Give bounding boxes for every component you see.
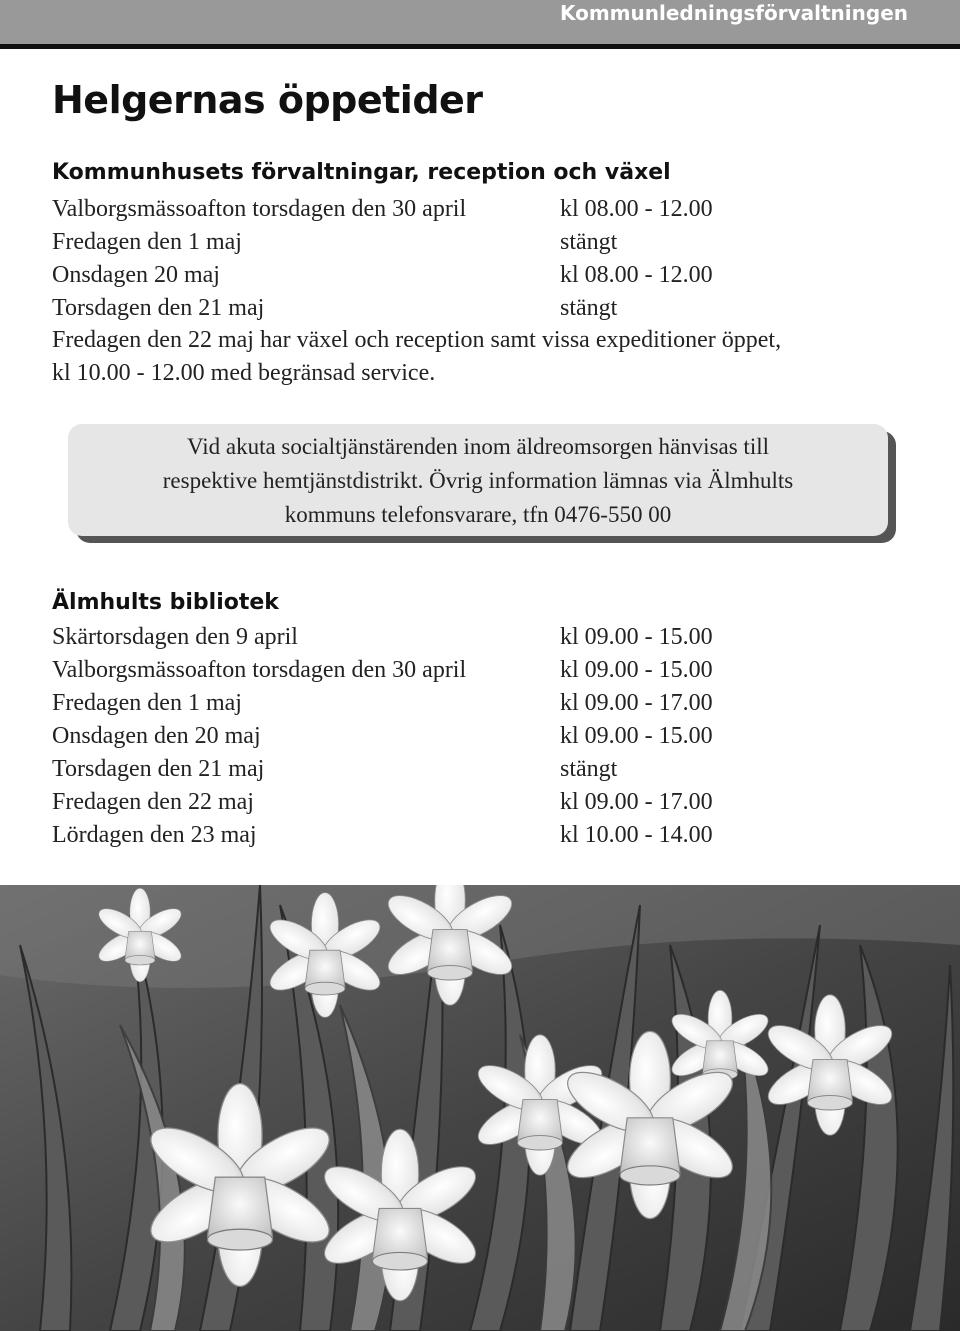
row-day: Fredagen den 1 maj <box>52 229 242 255</box>
row-day: Valborgsmässoafton torsdagen den 30 april <box>52 657 467 683</box>
kommunhus-section-title: Kommunhusets förvaltningar, reception och växel <box>52 160 671 185</box>
row-day: Valborgsmässoafton torsdagen den 30 april <box>52 196 467 222</box>
notice-box <box>68 424 888 536</box>
row-time: kl 08.00 - 12.00 <box>560 262 713 288</box>
row-day: Onsdagen 20 maj <box>52 262 220 288</box>
daffodils-photo <box>0 885 960 1331</box>
kommunhus-note-line2: kl 10.00 - 12.00 med begränsad service. <box>52 360 436 386</box>
row-day: Fredagen den 1 maj <box>52 690 242 716</box>
notice-line2: respektive hemtjänstdistrikt. Övrig information lämnas via Älmhults <box>162 468 794 493</box>
row-time: stängt <box>560 229 618 255</box>
row-time: kl 08.00 - 12.00 <box>560 196 713 222</box>
row-day: Skärtorsdagen den 9 april <box>52 624 298 650</box>
page-title: Helgernas öppetider <box>52 78 483 122</box>
row-time: kl 09.00 - 17.00 <box>560 789 713 815</box>
row-day: Torsdagen den 21 maj <box>52 756 265 782</box>
kommunhus-note-line1: Fredagen den 22 maj har växel och reception samt vissa expeditioner öppet, <box>52 327 782 353</box>
row-day: Fredagen den 22 maj <box>52 789 254 815</box>
header-rule <box>0 44 960 49</box>
row-time: kl 09.00 - 15.00 <box>560 657 713 683</box>
row-day: Torsdagen den 21 maj <box>52 295 265 321</box>
row-time: kl 10.00 - 14.00 <box>560 822 713 848</box>
row-day: Lördagen den 23 maj <box>52 822 257 848</box>
row-time: kl 09.00 - 15.00 <box>560 723 713 749</box>
notice-line1: Vid akuta socialtjänstärenden inom äldreomsorgen hänvisas till <box>187 434 769 459</box>
row-time: stängt <box>560 756 618 782</box>
notice-text <box>82 430 874 532</box>
bibliotek-section-title: Älmhults bibliotek <box>52 590 279 615</box>
row-time: kl 09.00 - 15.00 <box>560 624 713 650</box>
row-day: Onsdagen den 20 maj <box>52 723 261 749</box>
kommunhus-note <box>52 324 912 390</box>
notice-line3: kommuns telefonsvarare, tfn 0476-550 00 <box>284 502 672 527</box>
row-time: stängt <box>560 295 618 321</box>
department-name: Kommunledningsförvaltningen <box>559 1 908 25</box>
row-time: kl 09.00 - 17.00 <box>560 690 713 716</box>
